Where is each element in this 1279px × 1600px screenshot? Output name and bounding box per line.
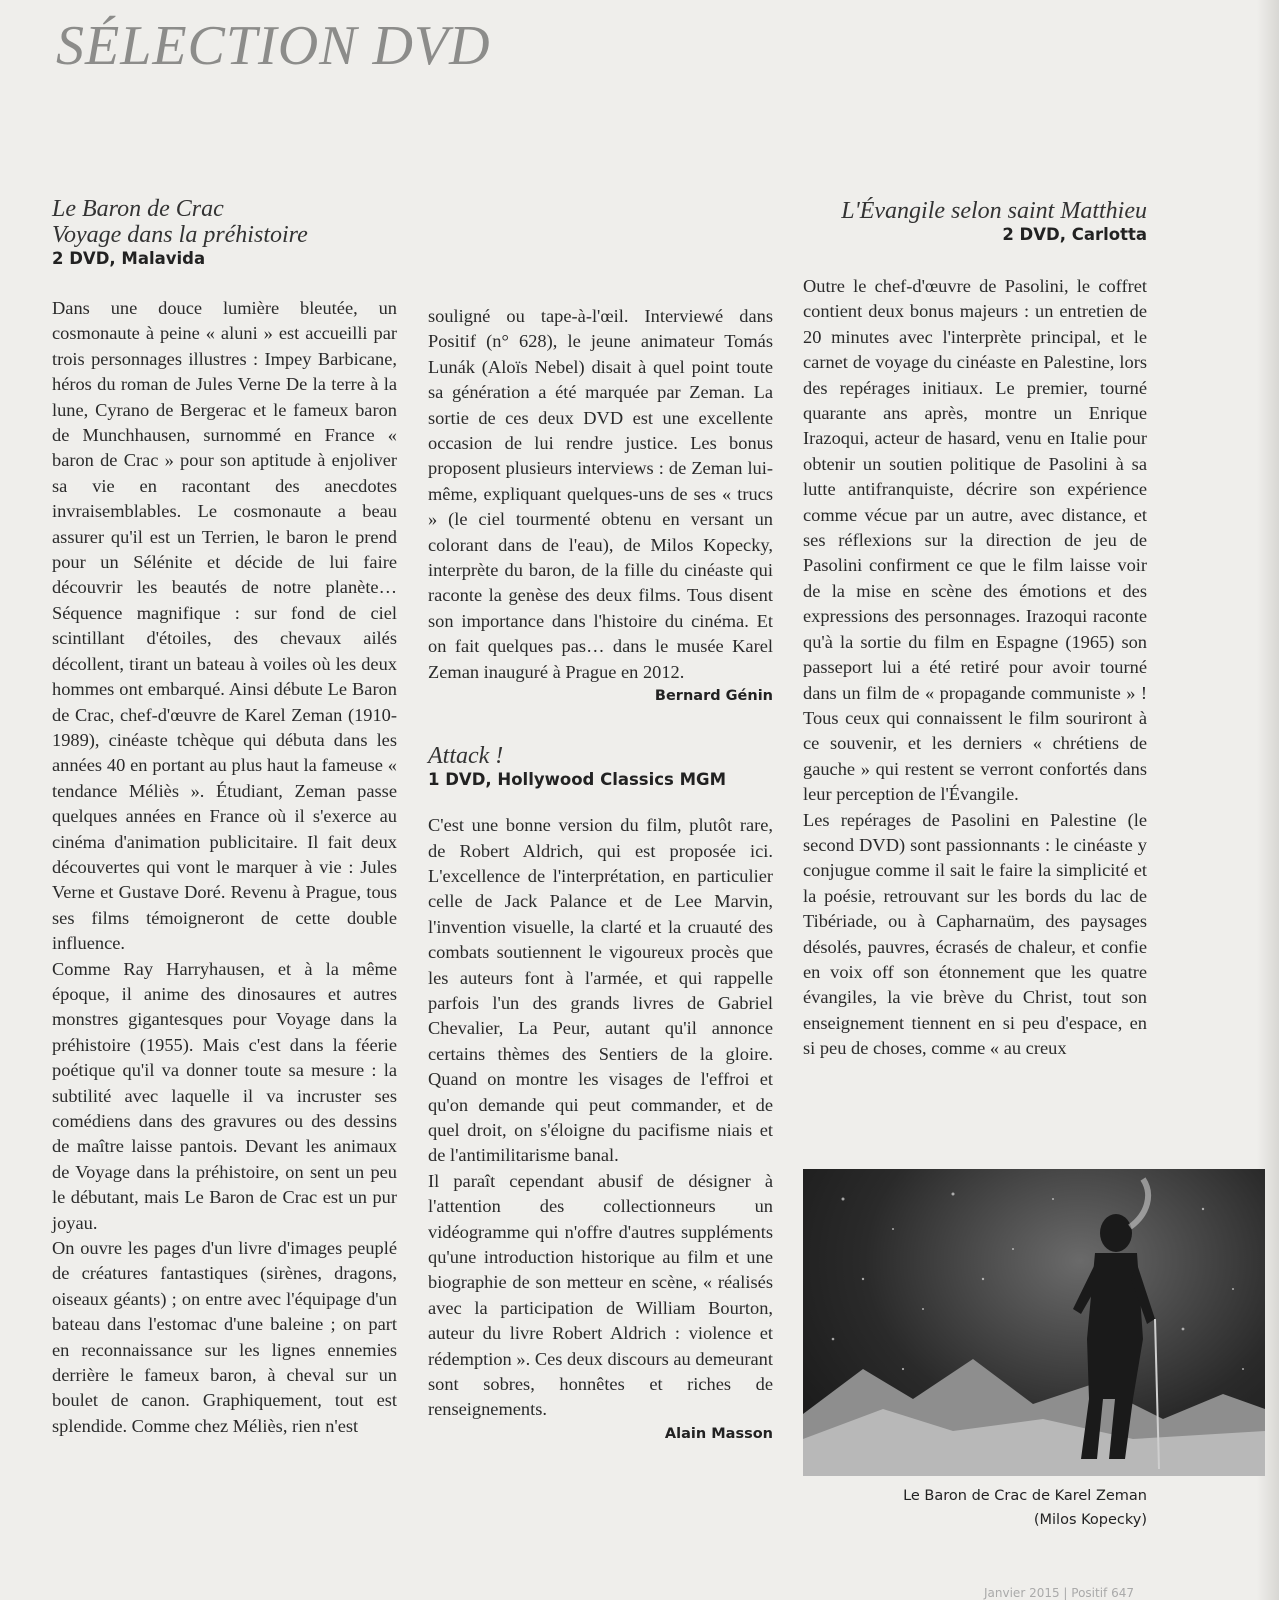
film-title-attack: Attack !: [428, 743, 504, 770]
dvd-info-hollywood-classics: 1 DVD, Hollywood Classics MGM: [428, 770, 727, 790]
article-paragraph: Les repérages de Pasolini en Palestine (le second DVD) sont passionnants : le cinéaste y conjugue comme il sait le faire la simplicité et la poésie, retrouvant sur les bords du lac de Tibériade, ou à Capharnaüm, des paysages désolés, pauvres, écrasés de chaleur, et confie en voix off son étonnement que les quatre évangiles, la vie brève du Christ, tout son enseignement tiennent en si peu d'espace, en si peu de choses, comme « au creux: [803, 809, 1147, 1059]
article-paragraph: Comme Ray Harryhausen, et à la même époque, il anime des dinosaures et autres monstres gigantesques pour Voyage dans la préhistoire (1955). Mais c'est dans la féerie poétique qu'il va donner toute sa mesure : la subtilité avec laquelle il va incruster ses comédiens dans des gravures ou des dessins de maître laisse pantois. Devant les animaux de Voyage dans la préhistoire, on sent un peu le débutant, mais Le Baron de Crac est un pur joyau.: [52, 958, 397, 1233]
column-middle: [428, 304, 773, 1445]
dvd-info-carlotta: 2 DVD, Carlotta: [1002, 225, 1147, 244]
article-paragraph: Il paraît cependant abusif de désigner à l'attention des collectionneurs un vidéogramme qui n'offre d'autres suppléments qu'une introduction historique au film et une biographie de son metteur en scène, « réalisés avec la participation de William Bourton, auteur du livre Robert Aldrich : violence et rédemption ». Ces deux discours au demeurant sont sobres, honnêtes et riches de renseignements.: [428, 1170, 773, 1420]
article-paragraph: souligné ou tape-à-l'œil. Interviewé dans Positif (n° 628), le jeune animateur Tomás Lunák (Aloïs Nebel) disait à quel point toute sa génération a été marquée par Zeman. La sortie de ces deux DVD est une excellente occasion de lui rendre justice. Les bonus proposent plusieurs interviews : de Zeman lui-même, expliquant quelques-uns de ses « trucs » (le ciel tourmenté obtenu en versant un colorant dans de l'eau), de Milos Kopecky, interprète du baron, de la fille du cinéaste qui raconte la genèse des deux films. Tous disent son importance dans l'histoire du cinéma. Et on fait quelques pas… dans le musée Karel Zeman inauguré à Prague en 2012.: [428, 306, 773, 682]
article-paragraph: C'est une bonne version du film, plutôt rare, de Robert Aldrich, qui est proposée ici. L'excellence de l'interprétation, en particulier celle de Jack Palance et de Lee Marvin, l'invention visuelle, la clarté et la cruauté des combats soutiennent le vigoureux procès que les auteurs font à l'armée, et qui rappelle parfois l'un des grands livres de Gabriel Chevalier, La Peur, autant qu'il annonce certains thèmes des Sentiers de la gloire. Quand on montre les visages de l'effroi et qu'on demande qui peut commander, et de quel droit, on s'éloigne du pacifisme niais et de l'antimilitarisme banal.: [428, 815, 773, 1166]
caption-credit: (Milos Kopecky): [1033, 1512, 1147, 1528]
dvd-info-malavida: 2 DVD, Malavida: [52, 249, 206, 268]
column-baron-de-crac: [52, 196, 397, 1439]
page-folio: Janvier 2015 | Positif 647: [984, 1586, 1134, 1600]
section-title: SÉLECTION DVD: [56, 15, 491, 77]
byline-alain-masson: Alain Masson: [664, 1425, 773, 1442]
caption-title: Le Baron de Crac de Karel Zeman: [903, 1488, 1147, 1504]
article-paragraph: On ouvre les pages d'un livre d'images peuplé de créatures fantastiques (sirènes, dragons, oiseaux géants) ; on entre avec l'équipage d'un bateau dans l'estomac d'une baleine ; on part en reconnaissance sur les lignes ennemies derrière le fameux baron, à cheval sur un boulet de canon. Graphiquement, tout est splendide. Comme chez Méliès, rien n'est: [52, 1238, 397, 1436]
byline-bernard-genin: Bernard Génin: [654, 688, 773, 705]
column-evangile: [803, 198, 1147, 1062]
film-title-voyage: Voyage dans la préhistoire: [52, 222, 308, 248]
article-paragraph: Outre le chef-d'œuvre de Pasolini, le coffret contient deux bonus majeurs : un entretien de 20 minutes avec l'interprète principal, et le carnet de voyage du cinéaste en Palestine, lors des repérages initiaux. Le premier, tourné quarante ans après, montre un Enrique Irazoqui, acteur de hasard, venu en Italie pour obtenir un soutien politique de Pasolini à sa lutte antifranquiste, décrire son expérience comme vécue par un autre, avec distance, et ses réflexions sur la direction de jeu de Pasolini confirment ce que le film laisse voir de la mise en scène des émotions et des expressions des personnages. Irazoqui raconte qu'à la sortie du film en Espagne (1965) son passeport lui a été retiré pour avoir tourné dans un film de « propagande communiste » ! Tous ceux qui connaissent le film souriront à ce souvenir, et les derniers « chrétiens de gauche » qui restent se verront confortés dans leur perception de l'Évangile.: [803, 276, 1147, 805]
film-title-evangile: L'Évangile selon saint Matthieu: [841, 198, 1147, 224]
film-still-photo: [803, 1169, 1265, 1476]
film-title-baron: Le Baron de Crac: [52, 196, 224, 222]
photo-caption: [803, 1484, 1147, 1532]
article-paragraph: Dans une douce lumière bleutée, un cosmonaute à peine « aluni » est accueilli par trois personnages illustres : Impey Barbicane, héros du roman de Jules Verne De la terre à la lune, Cyrano de Bergerac et le fameux baron de Munchhausen, surnommé en France « baron de Crac » pour son aptitude à enjoliver sa vie en racontant des anecdotes invraisemblables. Le cosmonaute a beau assurer qu'il est un Terrien, le baron le prend pour un Sélénite et décide de lui faire découvrir les beautés de notre planète… Séquence magnifique : sur fond de ciel scintillant d'étoiles, des chevaux ailés décollent, tirant un bateau à voiles où les deux hommes ont embarqué. Ainsi débute Le Baron de Crac, chef-d'œuvre de Karel Zeman (1910-1989), cinéaste tchèque qui débuta dans les années 40 en portant au plus haut la fameuse « tendance Méliès ». Étudiant, Zeman passe quelques années en France où il s'exerce au cinéma d'animation publicitaire. Il fait deux découvertes qui vont le marquer à vie : Jules Verne et Gustave Doré. Revenu à Prague, tous ses films témoigneront de cette double influence.: [52, 298, 397, 954]
baron-silhouette-illustration: [803, 1169, 1265, 1476]
